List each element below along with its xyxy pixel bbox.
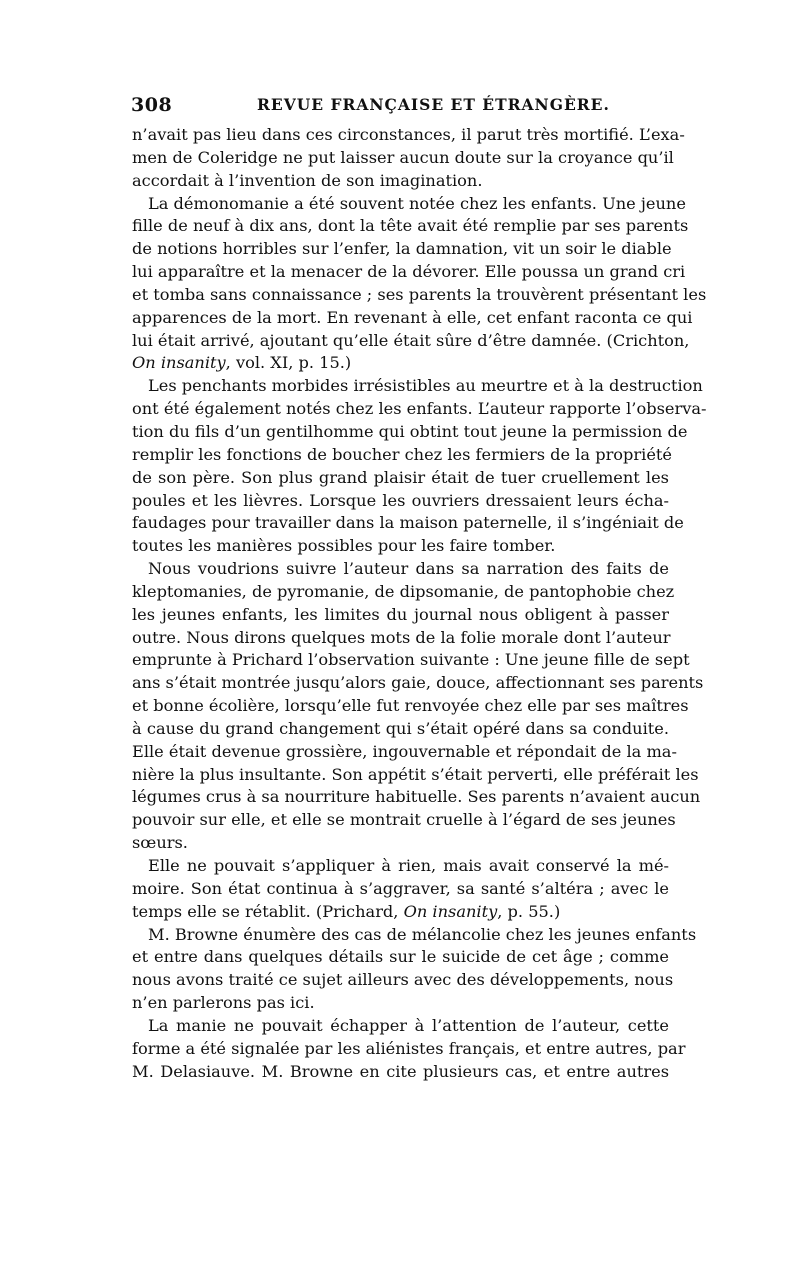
text-line: lui apparaître et la menacer de la dévorer. Elle poussa un grand cri	[132, 262, 686, 282]
text-line: ans s’était montrée jusqu’alors gaie, douce, affectionnant ses parents	[132, 673, 704, 693]
text-line: faudages pour travailler dans la maison paternelle, il s’ingéniait de	[132, 513, 684, 533]
text-line: M. Browne énumère des cas de mélancolie chez les jeunes enfants	[148, 924, 697, 944]
text-line: men de Coleridge ne put laisser aucun doute sur la croyance qu’il	[132, 147, 674, 167]
text-line: n’avait pas lieu dans ces circonstances, il parut très mortifié. L’exa-	[132, 125, 685, 144]
text-line: tion du fils d’un gentilhomme qui obtint tout jeune la permission de	[132, 421, 688, 441]
running-head	[131, 94, 671, 120]
text-line: pouvoir sur elle, et elle se montrait cruelle à l’égard de ses jeunes	[132, 810, 676, 830]
text-line: kleptomanies, de pyromanie, de dipsomanie, de pantophobie chez	[132, 581, 675, 601]
text-line: légumes crus à sa nourriture habituelle. Ses parents n’avaient aucun	[132, 787, 701, 807]
text-line: La démonomanie a été souvent notée chez les enfants. Une jeune	[148, 193, 686, 213]
text-line: temps elle se rétablit. (Prichard, On insanity, p. 55.)	[132, 901, 561, 921]
text-line: et bonne écolière, lorsqu’elle fut renvoyée chez elle par ses maîtres	[132, 696, 689, 716]
text-line: apparences de la mort. En revenant à elle, cet enfant raconta ce qui	[132, 307, 693, 327]
text-line: Elle était devenue grossière, ingouvernable et répondait de la ma-	[132, 741, 677, 761]
text-line: forme a été signalée par les aliénistes français, et entre autres, par	[132, 1038, 686, 1058]
text-line: accordait à l’invention de son imagination.	[132, 170, 483, 190]
text-line: Les penchants morbides irrésistibles au meurtre et à la destruction	[148, 376, 703, 396]
text-line: nous avons traité ce sujet ailleurs avec des développements, nous	[132, 970, 674, 990]
text-line: poules et les lièvres. Lorsque les ouvriers dressaient leurs écha-	[132, 490, 669, 510]
text-line: fille de neuf à dix ans, dont la tête avait été remplie par ses parents	[132, 216, 689, 236]
text-line: et entre dans quelques détails sur le suicide de cet âge ; comme	[132, 947, 669, 967]
text-line: de son père. Son plus grand plaisir était de tuer cruellement les	[132, 467, 669, 487]
text-line: Elle ne pouvait s’appliquer à rien, mais avait conservé la mé-	[148, 856, 669, 875]
text-line: Nous voudrions suivre l’auteur dans sa narration des faits de	[148, 559, 669, 579]
text-line: M. Delasiauve. M. Browne en cite plusieurs cas, et entre autres	[132, 1061, 669, 1081]
text-line: remplir les fonctions de boucher chez les fermiers de la propriété	[132, 444, 672, 464]
body-text	[132, 124, 707, 1083]
text-line: et tomba sans connaissance ; ses parents la trouvèrent présentant les	[132, 284, 707, 304]
text-line: On insanity, vol. XI, p. 15.)	[132, 353, 352, 373]
journal-title: REVUE FRANÇAISE ET ÉTRANGÈRE.	[257, 95, 610, 114]
text-line: ont été également notés chez les enfants. L’auteur rapporte l’observa-	[132, 399, 707, 419]
text-line: toutes les manières possibles pour les faire tomber.	[132, 536, 556, 556]
text-line: nière la plus insultante. Son appétit s’était perverti, elle préférait les	[132, 764, 699, 784]
text-line: les jeunes enfants, les limites du journal nous obligent à passer	[132, 604, 669, 624]
text-line: moire. Son état continua à s’aggraver, sa santé s’altéra ; avec le	[132, 878, 669, 898]
page-number: 308	[131, 94, 173, 116]
text-line: à cause du grand changement qui s’était opéré dans sa conduite.	[132, 718, 669, 738]
text-line: La manie ne pouvait échapper à l’attention de l’auteur, cette	[148, 1015, 669, 1035]
text-line: n’en parlerons pas ici.	[132, 993, 315, 1013]
text-line: lui était arrivé, ajoutant qu’elle était sûre d’être damnée. (Crichton,	[132, 330, 690, 350]
text-line: outre. Nous dirons quelques mots de la folie morale dont l’auteur	[132, 627, 671, 647]
text-line: sœurs.	[132, 833, 188, 853]
text-line: de notions horribles sur l’enfer, la damnation, vit un soir le diable	[132, 239, 672, 259]
text-line: emprunte à Prichard l’observation suivante : Une jeune fille de sept	[132, 650, 690, 670]
cited-title: On insanity	[132, 353, 226, 373]
cited-title: On insanity	[403, 901, 498, 921]
